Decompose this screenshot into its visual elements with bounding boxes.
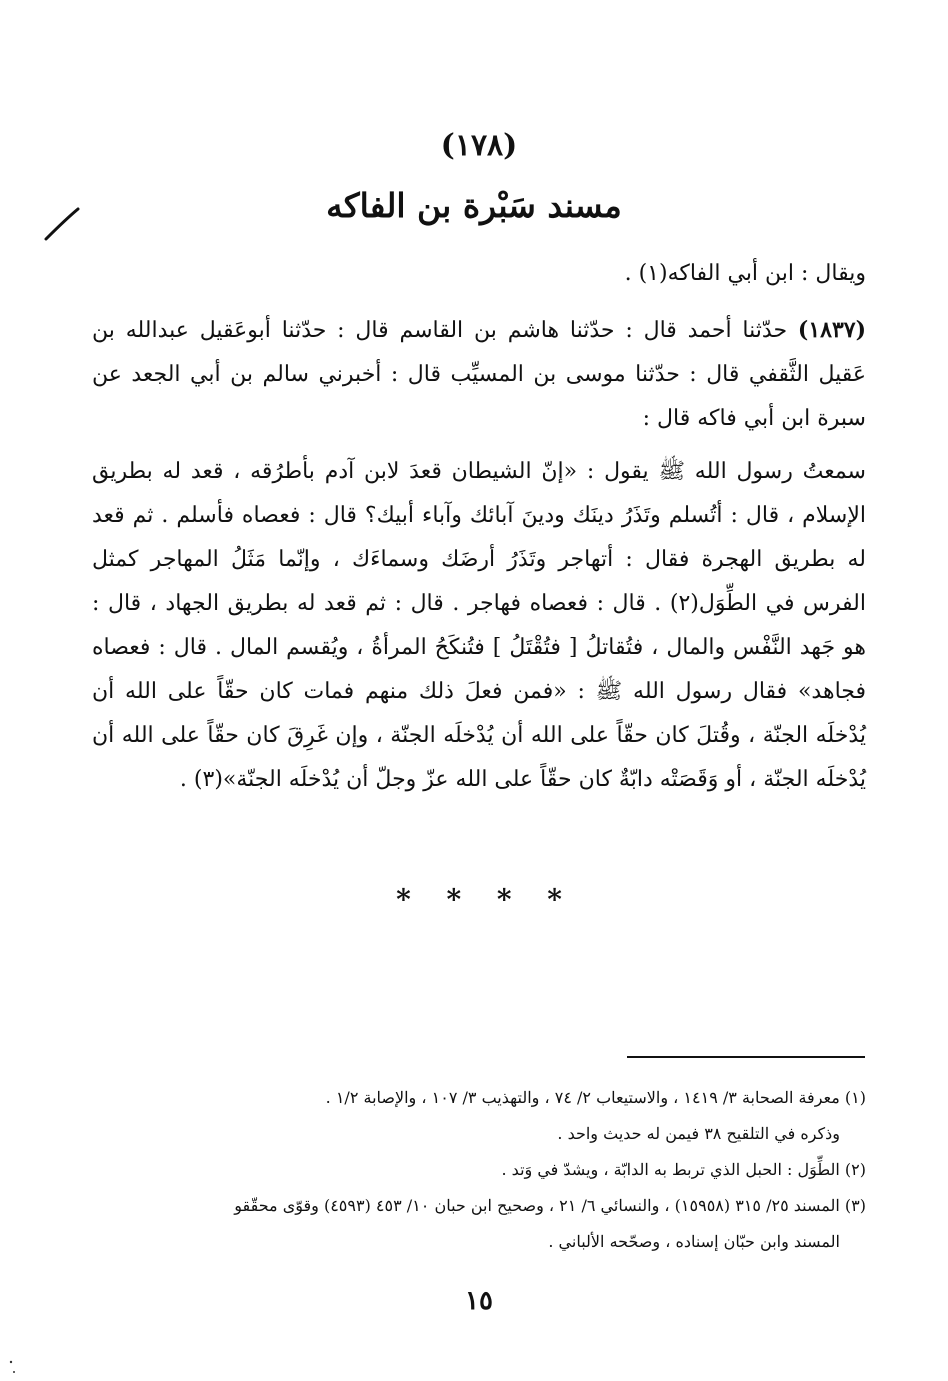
- hadith-number: (١٨٣٧): [797, 317, 866, 343]
- footnote-3: (٣) المسند ٢٥/ ٣١٥ (١٥٩٥٨) ، والنسائي ٦/ ٢١ ، وصحيح ابن حبان ١٠/ ٤٥٣ (٤٥٩٣) وقوّى محقّقو: [234, 1196, 866, 1215]
- intro-line: ويقال : ابن أبي الفاكه(١) .: [624, 261, 866, 286]
- page-number: ١٥: [465, 1286, 493, 1316]
- isnad-text: حدّثنا أحمد قال : حدّثنا هاشم بن القاسم قال : حدّثنا أبوعَقيل عبدالله بن عَقيل الثَّقفي قال : حدّثنا موسى بن المسيِّب قال : أخبرني سالم بن أبي الجعد عن سبرة ابن أبي فاكه قال :: [92, 318, 866, 431]
- footnote-2: (٢) الطِّوَل : الحبل الذي تربط به الدابّة ، ويشدّ في وَتد .: [501, 1160, 866, 1179]
- footnote-divider: [627, 1056, 865, 1058]
- footnote-1: (١) معرفة الصحابة ٣/ ١٤١٩ ، والاستيعاب ٢/ ٧٤ ، والتهذيب ٣/ ١٠٧ ، والإصابة ١/٢ .: [325, 1088, 866, 1107]
- hadith-matn: سمعتُ رسول الله ﷺ يقول : «إنّ الشيطان قعدَ لابن آدم بأطرُقه ، قعد له بطريق الإسلام ، قال : أتُسلم وتَذَرُ دينَك ودينَ آبائك وآباء أبيك؟ قال : فعصاه فأسلم . ثم قعد له بطريق الهجرة فقال : أتهاجر وتَذَرُ أرضَك وسماءَك ، وإنّما مَثَلُ المهاجر كمثل الفرس في الطِّوَل(٢) . قال : فعصاه فهاجر . قال : ثم قعد له بطريق الجهاد ، قال : هو جَهد النَّفْس والمال ، فتُقاتلُ [ فتُقْتَلُ ] فتُنكَحُ المرأةُ ، ويُقسم المال . قال : فعصاه فجاهد» فقال رسول الله ﷺ : «فمن فعلَ ذلك منهم فمات كان حقّاً على الله أن يُدْخلَه الجنّة ، وقُتلَ كان حقّاً على الله أن يُدْخلَه الجنّة ، وإن غَرِقَ كان حقّاً على الله أن يُدْخلَه الجنّة ، أو وَقَصَتْه دابّةٌ كان حقّاً على الله عزّ وجلّ أن يُدْخلَه الجنّة»(٣) .: [92, 459, 866, 792]
- section-ornaments: * * * *: [396, 883, 562, 916]
- hadith-isnad: [92, 308, 866, 441]
- footnote-1-continuation: وذكره في التلقيح ٣٨ فيمن له حديث واحد .: [557, 1124, 840, 1143]
- footnote-3-continuation: المسند وابن حبّان إسناده ، وصحّحه الألباني .: [548, 1232, 840, 1251]
- chapter-number: (١٧٨): [440, 128, 518, 163]
- scan-speck: [8, 1358, 18, 1378]
- footnotes: [92, 1080, 866, 1260]
- chapter-title: مسند سَبْرة بن الفاكه: [326, 186, 622, 225]
